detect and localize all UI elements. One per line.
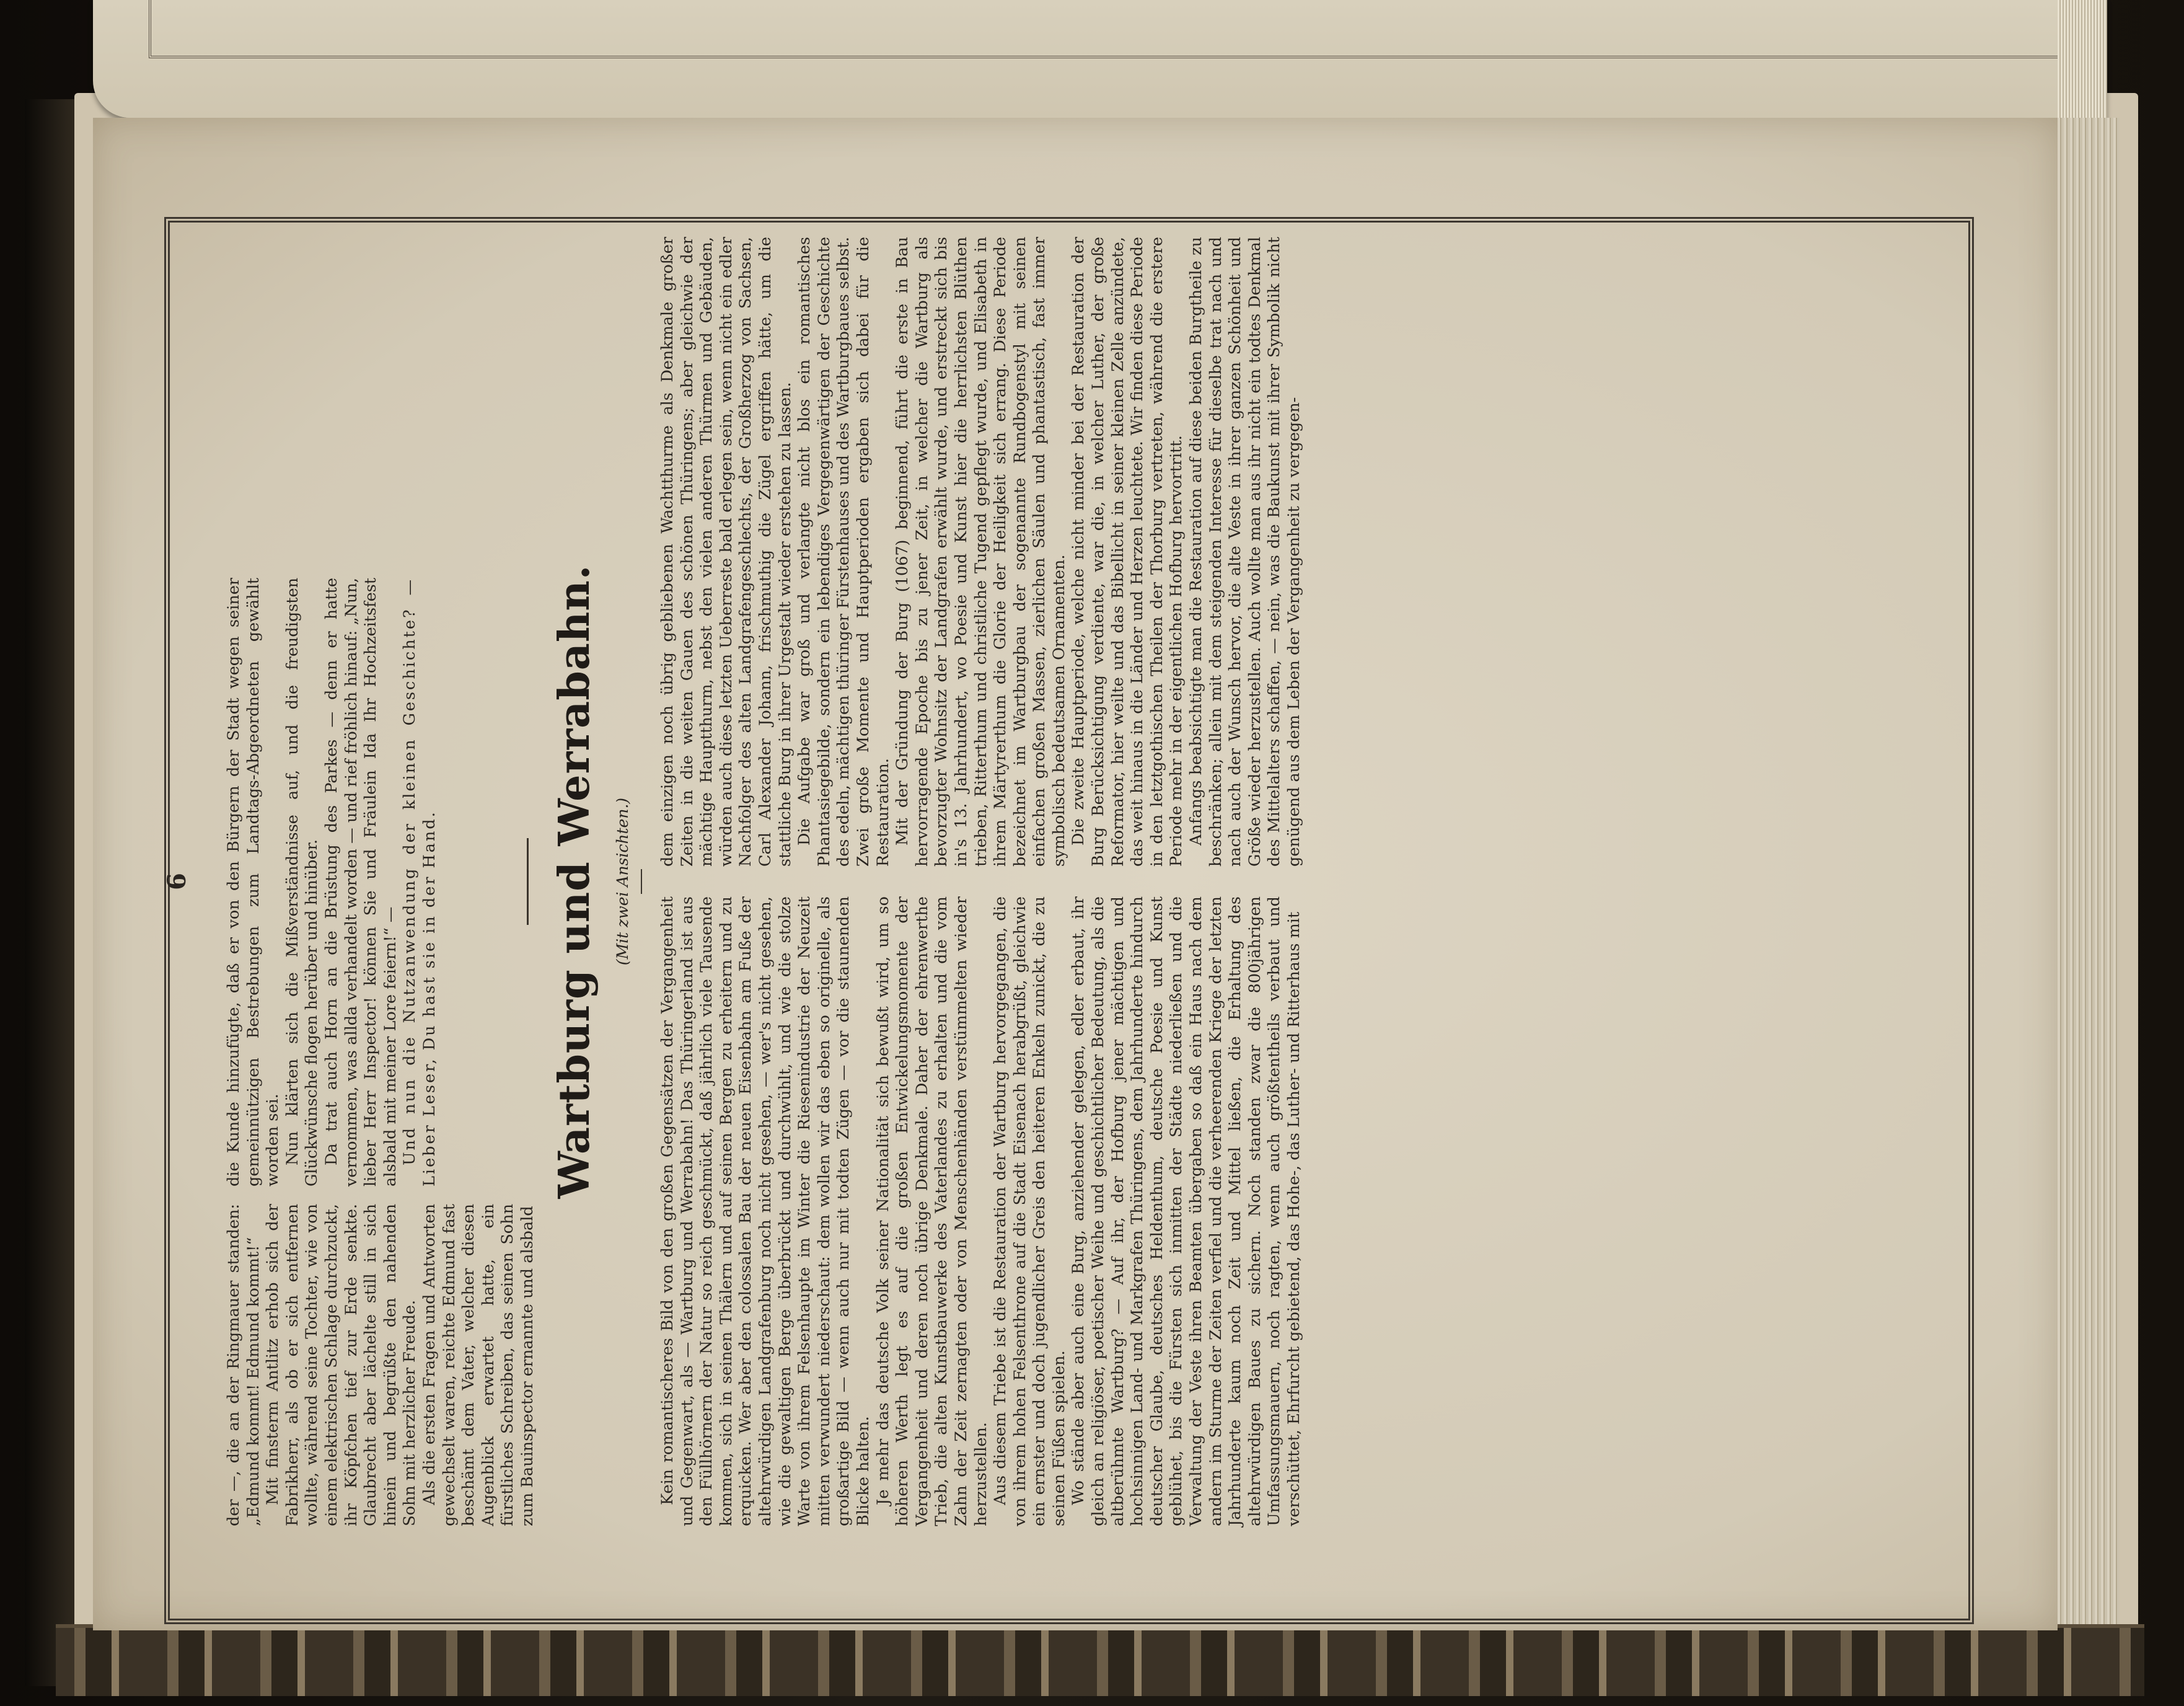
article-title: Wartburg und Werrabahn.	[550, 564, 599, 1199]
paragraph: Je mehr das deutsche Volk seiner Nationalität sich bewußt wird, um so höheren Werth legt es auf die großen Entwickelungsmomente der Vergangenheit und deren noch übrige Denkmale. Daher der ehrenwerthe Trieb, die alten Kunstbauwerke des Vaterlandes zu erhalten und die vom Zahn der Zeit zernagten oder von Menschenhänden verstümmelten wieder herzustellen.	[873, 896, 990, 1526]
previous-page-frame	[149, 0, 2087, 58]
paragraph: Da trat auch Horn an die Brüstung des Parkes — denn er hatte vernommen, was allda verhandelt worden — und rief fröhlich hinauf: „Nun, lieber Herr Inspector! können Sie und Fräulein Ida Ihr Hochzeitsfest alsbald mit meiner Lore feiern!“ —	[322, 578, 400, 1187]
previous-page-edge	[93, 0, 2107, 118]
paragraph: Wo stände aber auch eine Burg, anziehender gelegen, edler erbaut, ihr gleich an religiöser, poetischer Weihe und geschichtlicher Bedeutung, als die altberühmte Wartburg? — Auf ihr, der Hofburg jener mächtigen und hochsinnigen Land- und Markgrafen Thüringens, dem Jahrhunderte hindurch deutscher Glaube, deutsches Heldenthum, deutsche Poesie und Kunst geblühet, bis die Fürsten sich inmitten der Städte niederließen und die Verwaltung der Veste ihren Beamten übergaben so daß ein Haus nach dem andern im Sturme der Zeiten verfiel und die verheerenden Kriege der letzten Jahrhunderte kaum noch Zeit und Mittel ließen, die Erhaltung des altehrwürdigen Baues zu sichern. Noch standen zwar die 800jährigen Umfassungsmauern, noch ragten, wenn auch größtentheils verbaut und verschüttet, Ehrfurcht gebietend, das Hohe-, das Luther- und Ritterhaus mit	[1069, 896, 1303, 1526]
page-number: 6	[162, 873, 192, 890]
subtitle-rule	[641, 869, 642, 894]
paragraph: Mit finsterm Antlitz erhob sich der Fabrikherr, als ob er sich entfernen wollte, während seine Tochter, wie von einem elektrischen Schlage durchzuckt, ihr Köpfchen tief zur Erde senkte. Glaubrecht aber lächelte still in sich hinein und begrüßte den nahenden Sohn mit herzlicher Freude.	[263, 1204, 420, 1526]
article-subtitle: (Mit zwei Ansichten.)	[614, 797, 632, 966]
title-rule	[527, 838, 529, 925]
story-column-right	[224, 578, 497, 1204]
story-column-left	[224, 1204, 571, 1526]
paragraph: Nun klärten sich die Mißverständnisse auf, und die freudigsten Glückwünsche flogen herüber und hinüber.	[283, 578, 322, 1187]
book-cover-bottom	[56, 1624, 2144, 1696]
article-column-left	[658, 882, 1600, 1526]
previous-page-fore-edge	[2058, 0, 2107, 118]
paragraph: Und nun die Nutzanwendung der kleinen Geschichte? — Lieber Leser, Du hast sie in der Hand.	[400, 578, 439, 1187]
paragraph: Die Aufgabe war groß und verlangte nicht blos ein romantisches Phantasiegebilde, sondern ein lebendiges Vergegenwärtigen der Geschichte des edeln, mächtigen thüringer Fürstenhauses und des Wartburgbaues selbst. Zwei große Momente und Hauptperioden ergaben sich dabei für die Restauration.	[795, 237, 892, 867]
paragraph: der —, die an der Ringmauer standen: „Edmund kommt! Edmund kommt!“	[224, 1204, 263, 1526]
paragraph: Anfangs beabsichtigte man die Restauration auf diese beiden Burgtheile zu beschränken; allein mit dem steigenden Interesse für dieselbe trat nach und nach auch der Wunsch hervor, die alte Veste in ihrer ganzen Schönheit und Größe wieder herzustellen. Auch wollte man aus ihr nicht ein todtes Denkmal des Mittelalters schaffen, — nein, was die Baukunst mit ihrer Symbolik nicht genügend aus dem Leben der Vergangenheit zu vergegen-	[1187, 237, 1303, 867]
paragraph: dem einzigen noch übrig gebliebenen Wachtthurme als Denkmale großer Zeiten in die weiten Gauen des schönen Thüringens; aber gleichwie der mächtige Hauptthurm, nebst den vielen anderen Thürmen und Gebäuden, würden auch diese letzten Ueberreste bald erlegen sein, wenn nicht ein edler Nachfolger des alten Landgrafengeschlechts, der Großherzog von Sachsen, Carl Alexander Johann, frischmuthig die Zügel ergriffen hätte, um die stattliche Burg in ihrer Urgestalt wieder erstehen zu lassen.	[658, 237, 795, 867]
article-column-right	[658, 237, 1600, 882]
paragraph: Die zweite Hauptperiode, welche nicht minder bei der Restauration der Burg Berücksichtigung verdiente, war die, in welcher Luther, der große Reformator, hier weilte und das Bibellicht in seiner kleinen Zelle anzündete, das weit hinaus in die Länder und Herzen leuchtete. Wir finden diese Periode in den letztgothischen Theilen der Thorburg vertreten, während die erstere Periode mehr in der eigentlichen Hofburg hervortritt.	[1069, 237, 1186, 867]
paragraph: Aus diesem Triebe ist die Restauration der Wartburg hervorgegangen, die von ihrem hohen Felsenthrone auf die Stadt Eisenach herabgrüßt, gleichwie ein ernster und doch jugendlicher Greis den heiteren Enkeln zunickt, die zu seinen Füßen spielen.	[991, 896, 1068, 1526]
paragraph: Mit der Gründung der Burg (1067) beginnend, führt die erste in Bau hervorragende Epoche bis zu jener Zeit, in welcher die Wartburg als bevorzugter Wohnsitz der Landgrafen erwählt wurde, und erstreckt sich bis in's 13. Jahrhundert, wo Poesie und Kunst hier die herrlichsten Blüthen trieben, Ritterthum und christliche Tugend gepflegt wurde, und Elisabeth in ihrem Märtyrerthum die Glorie der Heiligkeit sich errang. Diese Periode bezeichnet im Wartburgbau der sogenannte Rundbogenstyl mit seinen einfachen großen Massen, zierlichen Säulen und phantastisch, fast immer symbolisch bedeutsamen Ornamenten.	[893, 237, 1068, 867]
paragraph: Kein romantischeres Bild von den großen Gegensätzen der Vergangenheit und Gegenwart, als — Wartburg und Werrabahn! Das Thüringerland ist aus den Füllhörnern der Natur so reich geschmückt, daß jährlich viele Tausende kommen, sich in seinen Thälern und auf seinen Bergen zu erheitern und zu erquicken. Wer aber den colossalen Bau der neuen Eisenbahn am Fuße der altehrwürdigen Landgrafenburg noch nicht gesehen, — wer's nicht gesehen, wie die gewaltigen Berge überbrückt und durchwühlt, und wie die stolze Warte von ihrem Felsenhaupte im Winter die Riesenindustrie der Neuzeit mitten verwundert niederschaut: dem wollen wir das eben so originelle, als großartige Bild — wenn auch nur mit todten Zügen — vor die staunenden Blicke halten.	[658, 896, 873, 1526]
paragraph: Als die ersten Fragen und Antworten gewechselt waren, reichte Edmund fast beschämt dem Vater, welcher diesen Augenblick erwartet hatte, ein fürstliches Schreiben, das seinen Sohn zum Bauinspector ernannte und alsbald	[420, 1204, 537, 1526]
rotated-text-sheet	[162, 237, 1796, 1526]
paragraph: die Kunde hinzufügte, daß er von den Bürgern der Stadt wegen seiner gemeinnützigen Bestrebungen zum Landtags-Abgeordneten gewählt worden sei.	[224, 578, 283, 1187]
